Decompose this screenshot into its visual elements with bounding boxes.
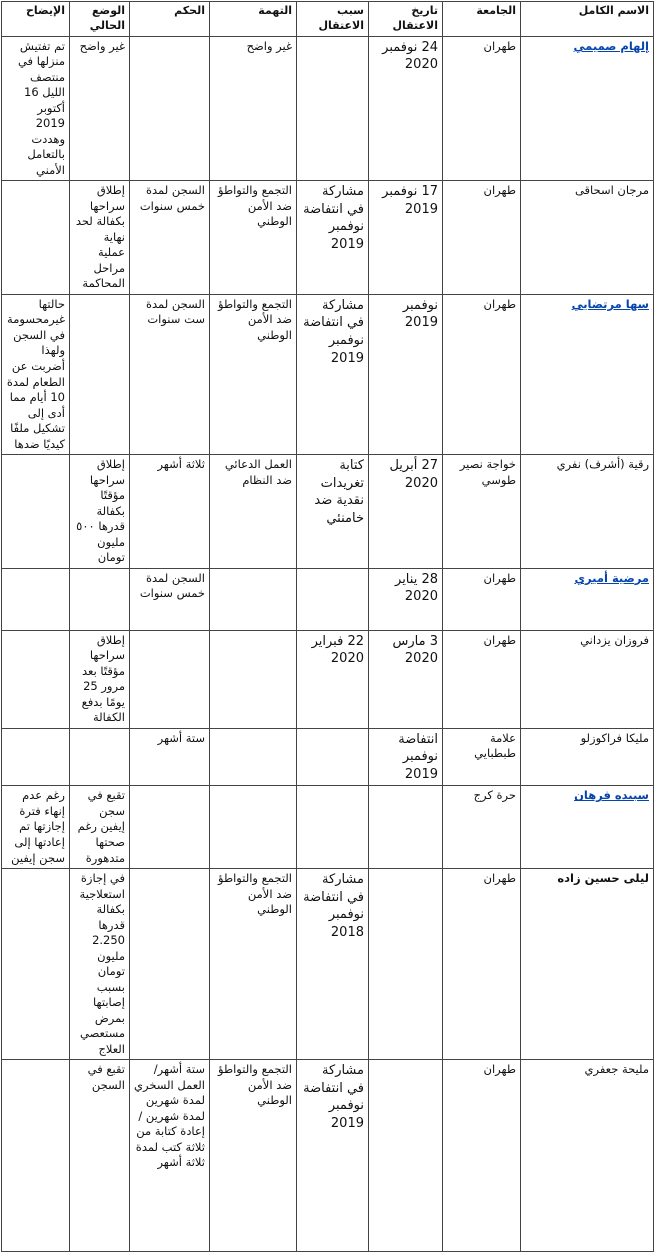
cell-reason: مشاركة في انتفاضة نوفمبر 2018 [297, 869, 369, 1060]
cell-status: إطلاق سراحها مؤقتًا بعد مرور 25 يومًا بدفع الكفالة [70, 630, 130, 728]
cell-sentence: السجن لمدة خمس سنوات [130, 568, 210, 630]
header-status: الوضع الحالي [70, 2, 130, 37]
cell-name[interactable]: سها مرتضايي [521, 294, 654, 454]
cell-reason: كتابة تغريدات نقدية ضد خامنئي [297, 455, 369, 569]
cell-sentence: ستة أشهر [130, 728, 210, 786]
cell-status [70, 568, 130, 630]
table-row [2, 728, 654, 786]
cell-status: في إجازة استعلاجية بكفالة قدرها 2.250 مليون تومان بسبب إصابتها بمرض مستعصي العلاج [70, 869, 130, 1060]
cell-sentence: ثلاثة أشهر [130, 455, 210, 569]
cell-reason: مشاركة في انتفاضة نوفمبر 2019 [297, 294, 369, 454]
cell-reason [297, 568, 369, 630]
cell-reason [297, 728, 369, 786]
table-row [2, 181, 654, 295]
header-sentence: الحكم [130, 2, 210, 37]
cell-status: إطلاق سراحها بكفالة لحد نهاية عملية مراحل المحاكمة [70, 181, 130, 295]
header-arrest-reason: سبب الاعتقال [297, 2, 369, 37]
cell-name[interactable]: مرضية أميري [521, 568, 654, 630]
cell-name: مليحة جعفري [521, 1060, 654, 1252]
cell-sentence [130, 786, 210, 869]
cell-date [369, 1060, 443, 1252]
cell-status: غير واضح [70, 36, 130, 181]
cell-university: طهران [443, 568, 521, 630]
cell-charge: العمل الدعائي ضد النظام [210, 455, 297, 569]
cell-note [2, 455, 70, 569]
cell-university: علامة طبطبايي [443, 728, 521, 786]
cell-status: تقبع في السجن [70, 1060, 130, 1252]
table-row [2, 869, 654, 1060]
cell-reason: 22 فبراير 2020 [297, 630, 369, 728]
cell-name[interactable]: سبيده فرهان [521, 786, 654, 869]
cell-university: طهران [443, 294, 521, 454]
cell-date [369, 869, 443, 1060]
cell-charge: غير واضح [210, 36, 297, 181]
cell-name: ليلى حسين زاده [521, 869, 654, 1060]
table-row [2, 294, 654, 454]
cell-reason: مشاركة في انتفاضة نوفمبر 2019 [297, 181, 369, 295]
cell-name: مرجان اسحاقی [521, 181, 654, 295]
table-row [2, 455, 654, 569]
cell-sentence: السجن لمدة ست سنوات [130, 294, 210, 454]
cell-university: طهران [443, 36, 521, 181]
cell-charge [210, 728, 297, 786]
cell-reason: مشاركة في انتفاضة نوفمبر 2019 [297, 1060, 369, 1252]
cell-status [70, 294, 130, 454]
cell-date: انتفاضة نوفمبر 2019 [369, 728, 443, 786]
cell-note [2, 1060, 70, 1252]
cell-university: طهران [443, 1060, 521, 1252]
table-row [2, 568, 654, 630]
cell-date [369, 786, 443, 869]
cell-university: خواجة نصير طوسي [443, 455, 521, 569]
cell-charge [210, 786, 297, 869]
cell-note: رغم عدم إنهاء فترة إجازتها تم إعادتها إلى سجن إيفين [2, 786, 70, 869]
cell-date: 27 أبريل 2020 [369, 455, 443, 569]
table-row [2, 630, 654, 728]
cell-charge: التجمع والتواطؤ ضد الأمن الوطني [210, 1060, 297, 1252]
detainees-table [1, 1, 654, 1252]
cell-note [2, 869, 70, 1060]
cell-name: فروزان يزداني [521, 630, 654, 728]
cell-university: طهران [443, 630, 521, 728]
cell-note [2, 568, 70, 630]
cell-sentence: السجن لمدة خمس سنوات [130, 181, 210, 295]
header-arrest-date: تاريخ الاعتقال [369, 2, 443, 37]
cell-charge [210, 568, 297, 630]
cell-sentence [130, 869, 210, 1060]
cell-note: تم تفتيش منزلها في منتصف الليل 16 أكتوبر 2019 وهددت بالتعامل الأمني [2, 36, 70, 181]
cell-name[interactable]: إلهام صميمي [521, 36, 654, 181]
table-row [2, 36, 654, 181]
cell-reason [297, 786, 369, 869]
cell-sentence [130, 630, 210, 728]
header-name: الاسم الكامل [521, 2, 654, 37]
header-note: الإيضاح [2, 2, 70, 37]
header-charge: التهمة [210, 2, 297, 37]
cell-university: طهران [443, 869, 521, 1060]
cell-sentence: ستة أشهر/ العمل السخري لمدة شهرين لمدة شهرين / إعادة كتابة من ثلاثة كتب لمدة ثلاثة أشهر [130, 1060, 210, 1252]
cell-reason [297, 36, 369, 181]
cell-date: نوفمبر 2019 [369, 294, 443, 454]
cell-charge [210, 630, 297, 728]
table-row [2, 786, 654, 869]
cell-university: حرة كرج [443, 786, 521, 869]
cell-date: 17 نوفمبر 2019 [369, 181, 443, 295]
cell-charge: التجمع والتواطؤ ضد الأمن الوطني [210, 294, 297, 454]
cell-note [2, 630, 70, 728]
cell-date: 24 نوفمبر 2020 [369, 36, 443, 181]
cell-date: 28 يناير 2020 [369, 568, 443, 630]
header-university: الجامعة [443, 2, 521, 37]
cell-note [2, 181, 70, 295]
cell-university: طهران [443, 181, 521, 295]
cell-note [2, 728, 70, 786]
cell-name: مليكا فراكوزلو [521, 728, 654, 786]
cell-name: رقية (أشرف) نفري [521, 455, 654, 569]
cell-note: حالتها غيرمحسومة في السجن ولهذا أضربت عن الطعام لمدة 10 أيام مما أدى إلى تشكيل ملفًا كيديًا ضدها [2, 294, 70, 454]
table-header-row [2, 2, 654, 37]
cell-status: إطلاق سراحها مؤقتًا بكفالة قدرها ٥٠٠ مليون تومان [70, 455, 130, 569]
cell-charge: التجمع والتواطؤ ضد الأمن الوطني [210, 869, 297, 1060]
table-row [2, 1060, 654, 1252]
cell-status [70, 728, 130, 786]
cell-status: تقبع في سجن إيفين رغم صحتها متدهورة [70, 786, 130, 869]
cell-charge: التجمع والتواطؤ ضد الأمن الوطني [210, 181, 297, 295]
cell-date: 3 مارس 2020 [369, 630, 443, 728]
cell-sentence [130, 36, 210, 181]
